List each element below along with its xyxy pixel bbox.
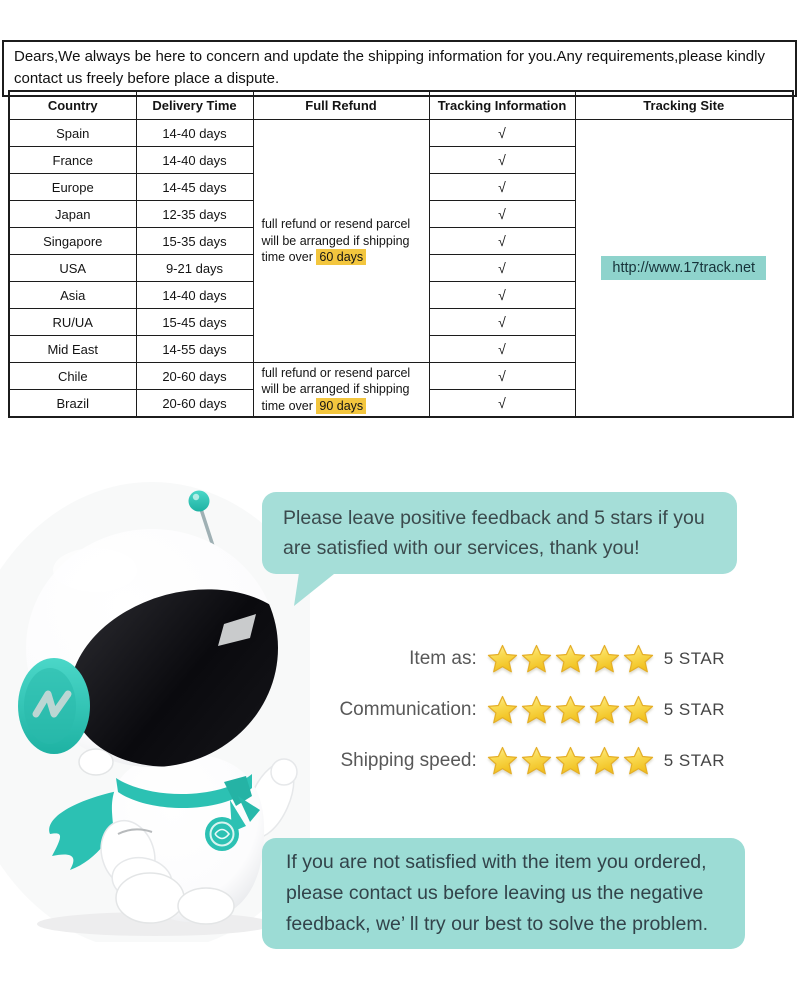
rating-row-item-as [409,641,725,677]
star-icon [486,745,519,778]
refund-text: full refund or resend parcel will be arranged if shipping time over [261,365,411,413]
col-header-country: Country [9,91,136,120]
tracking-check-cell: √ [429,147,575,174]
shipping-table [8,90,794,418]
rating-value: 5 STAR [663,751,725,770]
country-cell: France [9,147,136,174]
rating-value: 5 STAR [663,649,725,668]
tracking-check-cell: √ [429,363,575,390]
tracking-check-cell: √ [429,309,575,336]
delivery-cell: 14-40 days [136,282,253,309]
country-cell: RU/UA [9,309,136,336]
tracking-check-cell: √ [429,255,575,282]
col-header-full-refund: Full Refund [253,91,429,120]
star-icon [622,745,655,778]
feedback-bubble: Please leave positive feedback and 5 stars if you are satisfied with our services, thank you! [262,492,737,574]
country-cell: Europe [9,174,136,201]
dispute-note: If you are not satisfied with the item you ordered, please contact us before leaving us the negative feedback, we’ ll try our best to solve the problem. [262,838,745,949]
star-icon [520,694,553,727]
tracking-site-cell [575,120,793,418]
star-rating [486,694,656,727]
star-icon [588,694,621,727]
star-icon [588,643,621,676]
star-icon [554,643,587,676]
delivery-cell: 14-40 days [136,120,253,147]
star-icon [520,745,553,778]
star-icon [486,694,519,727]
rating-label: Shipping speed: [340,750,477,771]
rating-label: Communication: [339,699,477,720]
star-icon [622,643,655,676]
delivery-cell: 12-35 days [136,201,253,228]
refund-highlight: 60 days [316,249,366,265]
refund-highlight: 90 days [316,398,366,414]
star-icon [554,694,587,727]
star-rating [486,745,656,778]
rating-row-communication [339,692,725,728]
delivery-cell: 14-40 days [136,147,253,174]
tracking-check-cell: √ [429,201,575,228]
refund-cell-90days [253,363,429,418]
delivery-cell: 14-55 days [136,336,253,363]
country-cell: Spain [9,120,136,147]
tracking-check-cell: √ [429,228,575,255]
delivery-cell: 20-60 days [136,390,253,418]
rating-value: 5 STAR [663,700,725,719]
tracking-site-link[interactable]: http://www.17track.net [601,256,766,280]
table-header-row [9,91,793,120]
country-cell: Chile [9,363,136,390]
rating-label: Item as: [409,648,477,669]
delivery-cell: 15-45 days [136,309,253,336]
table-row [9,120,793,147]
country-cell: Asia [9,282,136,309]
tracking-check-cell: √ [429,336,575,363]
delivery-cell: 9-21 days [136,255,253,282]
col-header-tracking-information: Tracking Information [429,91,575,120]
star-icon [520,643,553,676]
country-cell: Brazil [9,390,136,418]
star-rating [486,643,656,676]
star-icon [486,643,519,676]
star-icon [588,745,621,778]
star-icon [554,745,587,778]
rating-row-shipping-speed [340,743,725,779]
tracking-check-cell: √ [429,282,575,309]
tracking-check-cell: √ [429,174,575,201]
country-cell: Singapore [9,228,136,255]
country-cell: Mid East [9,336,136,363]
delivery-cell: 20-60 days [136,363,253,390]
tracking-check-cell: √ [429,120,575,147]
delivery-cell: 14-45 days [136,174,253,201]
refund-text: full refund or resend parcel will be arranged if shipping time over [261,217,411,265]
delivery-cell: 15-35 days [136,228,253,255]
country-cell: Japan [9,201,136,228]
bubble-tail [294,566,344,608]
country-cell: USA [9,255,136,282]
col-header-delivery-time: Delivery Time [136,91,253,120]
star-icon [622,694,655,727]
col-header-tracking-site: Tracking Site [575,91,793,120]
refund-cell-60days [253,120,429,363]
tracking-check-cell: √ [429,390,575,418]
notice-box: Dears,We always be here to concern and update the shipping information for you.Any requirements,please kindly contact us freely before place a dispute. [2,40,797,97]
